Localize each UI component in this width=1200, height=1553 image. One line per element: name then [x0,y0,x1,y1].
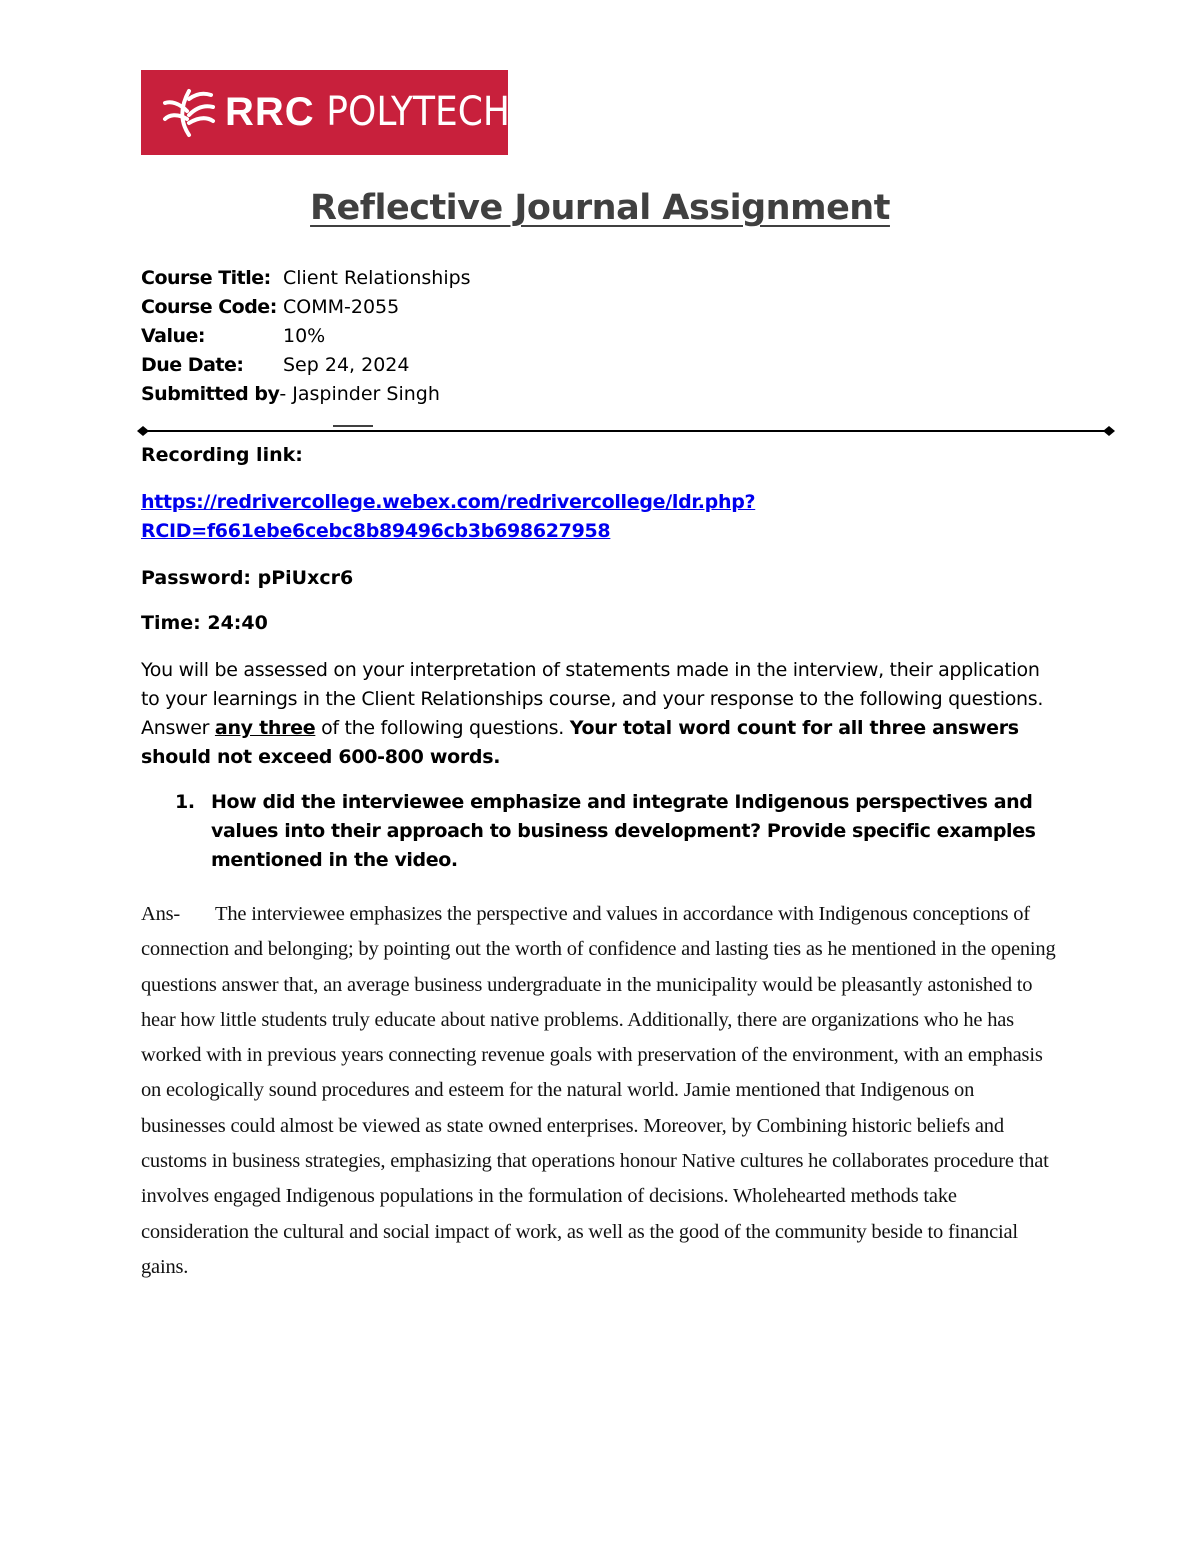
recording-link-line1[interactable]: https://redrivercollege.webex.com/redrivercollege/ldr.php? [141,491,756,513]
value-row [141,322,471,351]
course-code-value: COMM-2055 [283,296,400,318]
value-label: Value: [141,325,206,347]
section-divider [137,424,1115,438]
question-text: How did the interviewee emphasize and integrate Indigenous perspectives and values into their approach to business development? Provide specific examples mentioned in the video. [211,791,1036,871]
submitted-by-value: - Jaspinder Singh [279,383,440,405]
instructions-part2: of the following questions. [315,717,570,739]
instructions-emphasis: any three [214,717,316,739]
recording-link[interactable] [141,488,755,546]
course-meta [141,264,471,409]
question-number: 1. [175,791,195,813]
instructions-part1: You will be assessed on your interpretation of statements made in the interview, their application to your learnings in the Client Relationships course, and your response to the following questions. Answer [141,659,1044,739]
course-title-label: Course Title: [141,267,271,289]
instructions-paragraph [141,656,1061,772]
due-date-value: Sep 24, 2024 [283,354,410,376]
answer-paragraph [141,897,1061,1285]
password-text: Password: pPiUxcr6 [141,567,354,589]
course-title-row [141,264,471,293]
rrc-leaf-icon [161,85,217,141]
due-date-label: Due Date: [141,354,244,376]
time-text: Time: 24:40 [141,612,268,634]
submitted-by-label: Submitted by [141,383,280,405]
due-date-row [141,351,471,380]
recording-label: Recording link: [141,444,303,466]
course-code-row [141,293,471,322]
course-code-label: Course Code: [141,296,277,318]
logo-wordmark: RRC POLYTECH [225,89,510,135]
submitted-by-row [141,380,471,409]
page-title: Reflective Journal Assignment [310,188,890,228]
answer-text: The interviewee emphasizes the perspective and values in accordance with Indigenous conceptions of connection and belonging; by pointing out the worth of confidence and lasting ties as he mentioned in the opening questions answer that, an average business undergraduate in the municipality would be pleasantly astonished to hear how little students truly educate about native problems. Additionally, there are organizations who he has worked with in previous years connecting revenue goals with preservation of the environment, with an emphasis on ecologically sound procedures and esteem for the natural world. Jamie mentioned that Indigenous on businesses could almost be viewed as state owned enterprises. Moreover, by Combining historic beliefs and customs in business strategies, emphasizing that operations honour Native cultures he collaborates procedure that involves engaged Indigenous populations in the formulation of decisions. Wholehearted methods take consideration the cultural and social impact of work, as well as the good of the community beside to financial gains. [141,903,1056,1278]
rrc-polytech-logo [141,70,508,155]
recording-link-line2[interactable]: RCID=f661ebe6cebc8b89496cb3b698627958 [141,520,611,542]
answer-prefix: Ans- [141,903,181,925]
value-value: 10% [283,325,326,347]
course-title-value: Client Relationships [283,267,471,289]
question-1 [175,788,1065,875]
instructions-word-count: Your total word count for all three answers should not exceed 600-800 words. [141,717,1019,768]
